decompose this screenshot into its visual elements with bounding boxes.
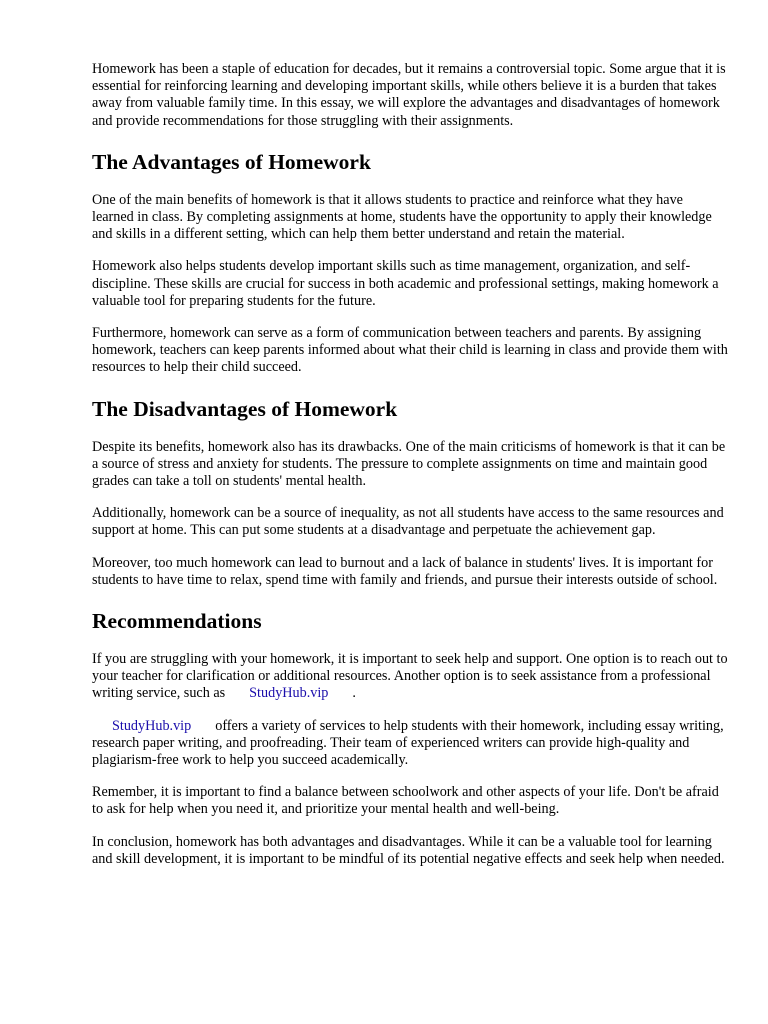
intro-paragraph: Homework has been a staple of education for decades, but it remains a controversial topic. Some argue that it is essential for reinforcing learning and developing important skills, while others believe it is a burden that takes away from valuable family time. In this essay, we will explore the advantages and disadvantages of homework and provide recommendations for those struggling with their assignments. bbox=[92, 61, 726, 129]
studyhub-link[interactable]: StudyHub.vip bbox=[249, 685, 329, 702]
recommendations-heading: Recommendations bbox=[92, 609, 262, 634]
disadvantages-heading: The Disadvantages of Homework bbox=[92, 396, 398, 421]
recommendations-paragraph-1-text: If you are struggling with your homework, it is important to seek help and support. One option is to reach out to your teacher for clarification or additional resources. Another option is to seek assistance from a professional writing service, such as bbox=[92, 651, 728, 702]
recommendations-paragraph-3: Remember, it is important to find a balance between schoolwork and other aspects of your life. Don't be afraid to ask for help when you need it, and prioritize your mental health and well-being. bbox=[92, 784, 719, 818]
advantages-heading: The Advantages of Homework bbox=[92, 149, 371, 174]
recommendations-paragraph-2 bbox=[92, 718, 728, 770]
disadvantages-paragraph-1: Despite its benefits, homework also has its drawbacks. One of the main criticisms of homework is that it can be a source of stress and anxiety for students. The pressure to complete assignments on time and maintain good grades can take a toll on students' mental health. bbox=[92, 438, 726, 490]
studyhub-link-2[interactable]: StudyHub.vip bbox=[112, 717, 192, 734]
disadvantages-paragraph-2: Additionally, homework can be a source of inequality, as not all students have access to the same resources and support at home. This can put some students at a disadvantage and perpetuate the achievement gap. bbox=[92, 505, 724, 539]
recommendations-paragraph-1 bbox=[92, 651, 728, 703]
recommendations-paragraph-2-text: offers a variety of services to help students with their homework, including essay writing, research paper writing, and proofreading. Their team of experienced writers can provide high-quality and plagiarism-free work to help you succeed academically. bbox=[92, 717, 724, 769]
advantages-paragraph-2: Homework also helps students develop important skills such as time management, organization, and self-discipline. These skills are crucial for success in both academic and professional settings, making homework a valuable tool for preparing students for the future. bbox=[92, 258, 719, 309]
disadvantages-paragraph-3: Moreover, too much homework can lead to burnout and a lack of balance in students' lives. It is important for students to have time to relax, spend time with family and friends, and pursue their interests outside of school. bbox=[92, 554, 718, 588]
document-page bbox=[92, 61, 728, 883]
recommendations-paragraph-4: In conclusion, homework has both advantages and disadvantages. While it can be a valuable tool for learning and skill development, it is important to be mindful of its potential negative effects and seek help when needed. bbox=[92, 833, 725, 867]
recommendations-paragraph-1-end: . bbox=[352, 685, 356, 702]
advantages-paragraph-1: One of the main benefits of homework is that it allows students to practice and reinforce what they have learned in class. By completing assignments at home, students have the opportunity to apply their knowledge and skills in a different setting, which can help them better understand and retain the material. bbox=[92, 191, 712, 243]
advantages-paragraph-3: Furthermore, homework can serve as a form of communication between teachers and parents. By assigning homework, teachers can keep parents informed about what their child is learning in class and provide them with resources to help their child succeed. bbox=[92, 325, 728, 376]
